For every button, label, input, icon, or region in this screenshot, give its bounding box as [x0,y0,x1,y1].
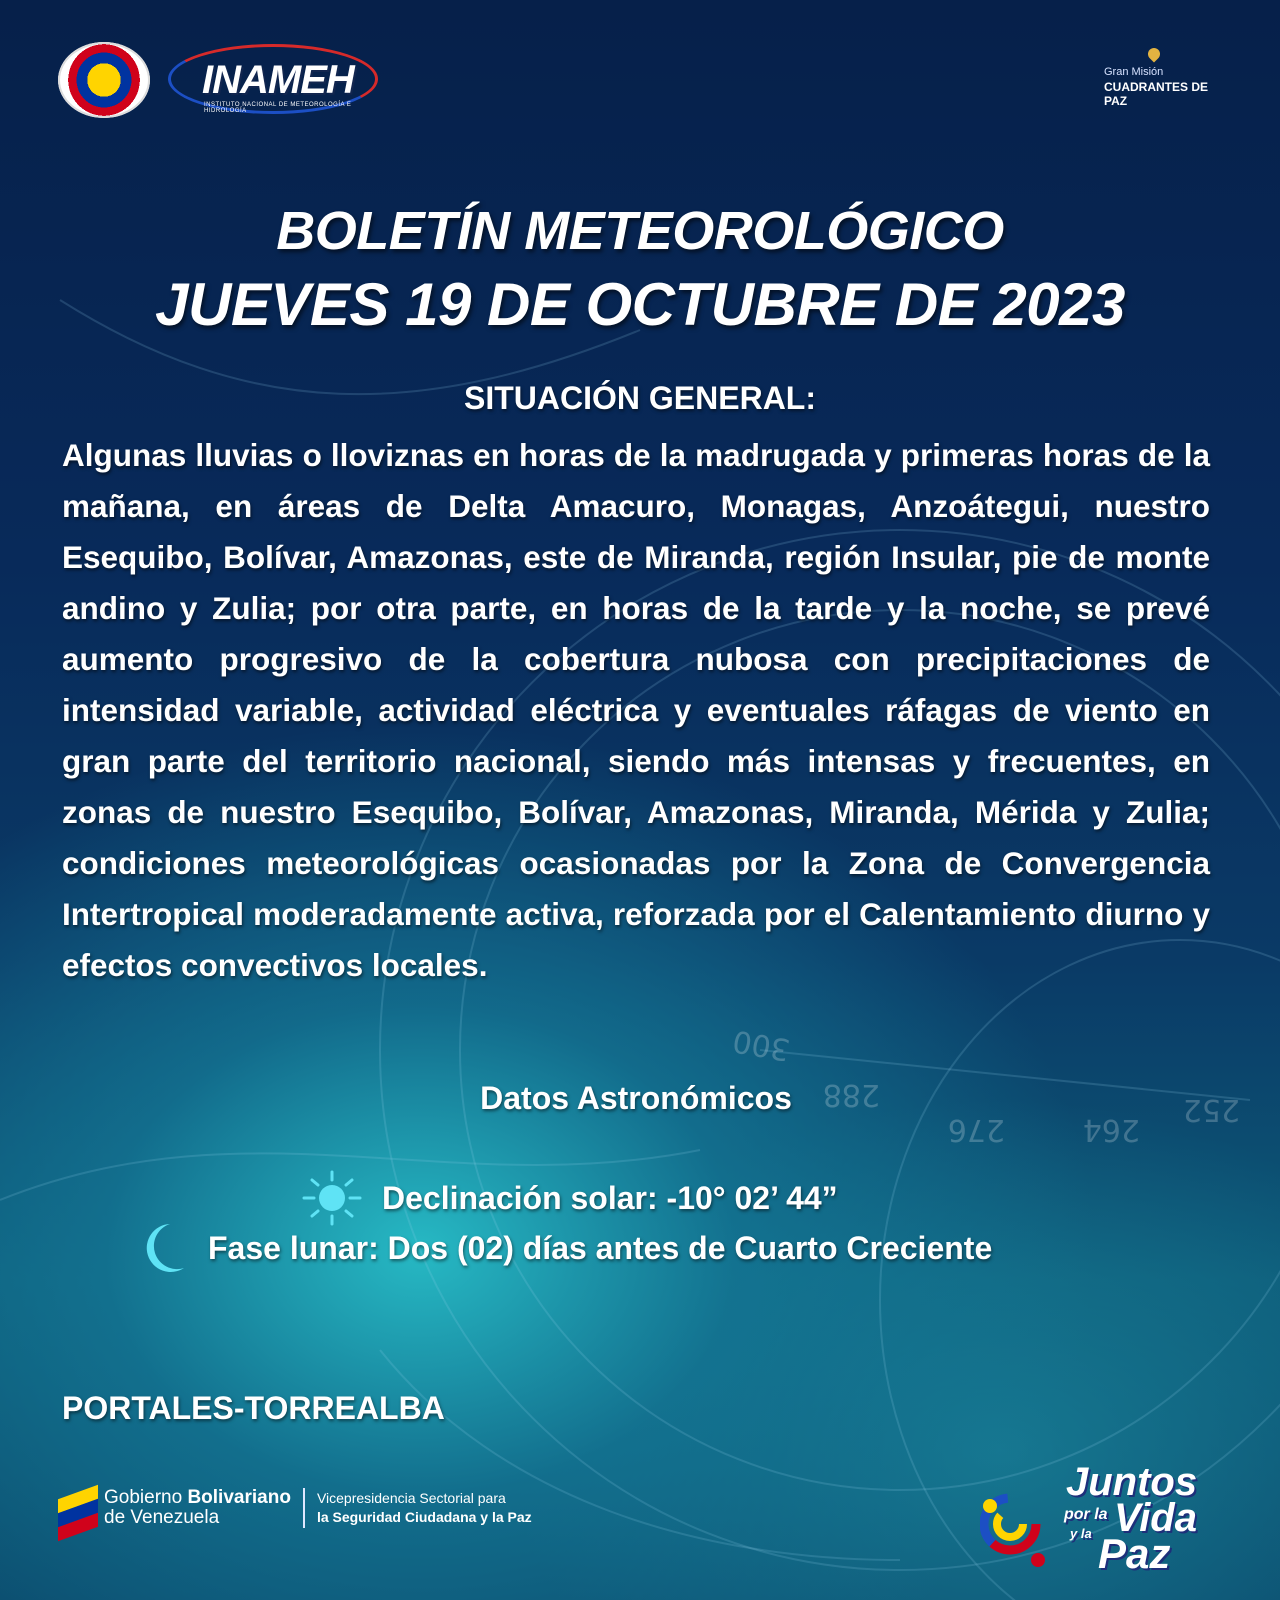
juntos-swirl-icon [980,1482,1060,1572]
gobierno-bolivariano-logo [58,1478,578,1538]
gmcp-main-text: CUADRANTES DE PAZ [1104,80,1209,108]
declinacion-solar-row [296,1170,838,1226]
situacion-general-heading: SITUACIÓN GENERAL: [464,380,816,416]
gobierno-bolivariano-text [104,1488,291,1528]
bulletin-date: JUEVES 19 DE OCTUBRE DE 2023 [155,271,1125,338]
situacion-general-text: Algunas lluvias o lloviznas en horas de la madrugada y primeras horas de la mañana, en áreas de Delta Amacuro, Monagas, Anzoátegui, nuestro Esequibo, Bolívar, Amazonas, este de Miranda, región Insular, pie de monte andino y Zulia; por otra parte, en horas de la tarde y la noche, se prevé aumento progresivo de la cobertura nubosa con precipitaciones de intensidad variable, actividad eléctrica y eventuales ráfagas de viento en gran parte del territorio nacional, siendo más intensas y frecuentes, en zonas de nuestro Esequibo, Bolívar, Amazonas, Miranda, Mérida y Zulia; condiciones meteorológicas ocasionadas por la Zona de Convergencia Intertropical moderadamente activa, reforzada por el Calentamiento diurno y efectos convectivos locales. [62,437,1210,983]
inameh-logo-text: INAMEH [202,58,354,102]
map-number-276: 276 [947,1112,1005,1147]
fase-lunar-row [140,1220,992,1276]
datos-astronomicos-heading: Datos Astronómicos [480,1080,792,1116]
location-pin-icon [1146,46,1163,63]
juntos-word-5: Paz [1098,1530,1171,1577]
author-signature: PORTALES-TORREALBA [62,1390,445,1426]
map-number-300: 300 [730,1022,793,1067]
inameh-subtitle: INSTITUTO NACIONAL DE METEOROLOGÍA E HIDROLOGÍA [204,102,352,114]
juntos-word-3: Vida [1114,1496,1197,1540]
vicepresidencia-text [317,1489,532,1527]
map-number-288: 288 [822,1077,880,1112]
gob-line1-a: Gobierno [104,1487,188,1508]
sun-icon [296,1170,368,1226]
footer-divider [303,1488,305,1528]
gob-line2: de Venezuela [104,1507,220,1528]
juntos-word-2: por la [1064,1506,1108,1523]
juntos-word-4: y la [1070,1526,1092,1541]
gran-mision-cuadrantes-logo [1082,48,1232,108]
inameh-logo [168,44,380,116]
gmcp-top-text: Gran Misión [1104,66,1164,78]
bulletin-title: BOLETÍN METEOROLÓGICO [276,201,1004,261]
ministry-seal-logo [58,42,150,118]
juntos-por-la-vida-logo [980,1460,1210,1580]
venezuela-flag-icon [58,1486,98,1530]
vice-line1: Vicepresidencia Sectorial para [316,1490,506,1506]
declinacion-solar-text: Declinación solar: -10° 02’ 44” [382,1179,838,1216]
fase-lunar-text: Fase lunar: Dos (02) días antes de Cuarto Creciente [208,1229,993,1266]
vice-line2: la Seguridad Ciudadana y la Paz [316,1509,532,1525]
crescent-moon-icon [140,1220,188,1276]
map-number-252: 252 [1182,1092,1240,1127]
map-number-264: 264 [1082,1112,1140,1147]
juntos-word-1: Juntos [1066,1460,1198,1504]
gob-line1-b: Bolivariano [187,1487,291,1508]
